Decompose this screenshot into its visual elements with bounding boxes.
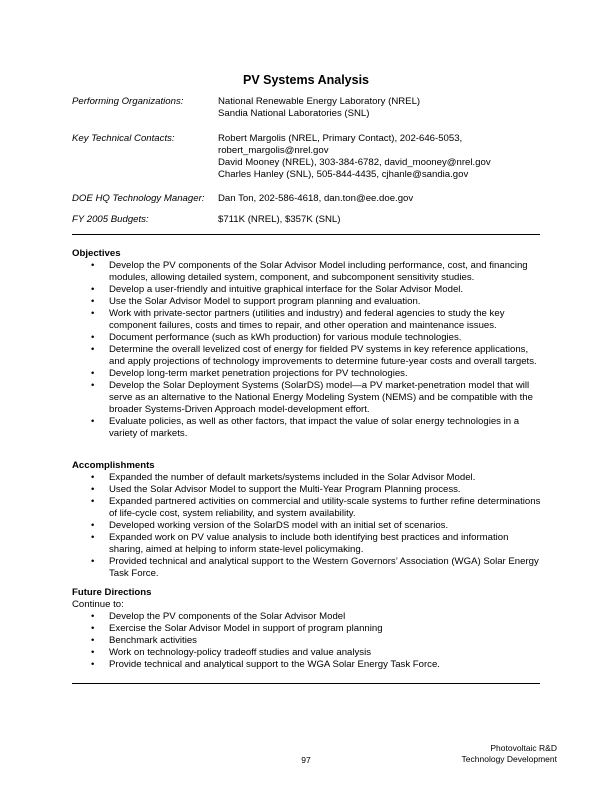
list-item-text: Develop the Solar Deployment Systems (SolarDS) model—a PV market-penetration model that will serve as an alternative to the National Energy Modeling System (NEMS) and be compatible with the broader Systems-Driven Approach model-development effort. [109,380,533,415]
bullet-icon: • [91,520,95,531]
future-intro: Continue to: [72,599,124,610]
budget: $711K (NREL), $357K (SNL) [218,214,341,225]
future-list [72,611,542,671]
section-heading: Future Directions [72,587,152,598]
list-item-text: Provide technical and analytical support to the WGA Solar Energy Task Force. [109,659,440,670]
list-item [72,611,542,623]
accomplishments-section [72,460,542,580]
performing-orgs [218,96,420,120]
contacts [218,133,491,181]
list-item [72,416,542,440]
bullet-icon: • [91,368,95,379]
list-item-text: Expanded partnered activities on commercial and utility-scale systems to further refine determinations of life-cycle cost, system reliability, and system availability. [109,496,541,519]
list-item [72,296,542,308]
list-item-text: Provided technical and analytical support to the Western Governors’ Association (WGA) Solar Energy Task Force. [109,556,539,579]
bullet-icon: • [91,635,95,646]
list-item [72,332,542,344]
list-item-text: Develop long-term market penetration projections for PV technologies. [109,368,408,379]
bullet-icon: • [91,380,95,391]
list-item-text: Evaluate policies, as well as other factors, that impact the value of solar energy technologies in a variety of markets. [109,416,520,439]
list-item-text: Used the Solar Advisor Model to support the Multi-Year Program Planning process. [109,484,461,495]
list-item [72,635,542,647]
section-heading: Accomplishments [72,460,155,471]
list-item-text: Determine the overall levelized cost of energy for fielded PV systems in key reference applications, and apply projections of technology improvements to determine future-year costs and overall targets. [109,344,537,367]
list-item [72,623,542,635]
list-item [72,260,542,284]
contact-line: Robert Margolis (NREL, Primary Contact), 202-646-5053, [218,133,463,144]
list-item [72,284,542,296]
list-item [72,556,542,580]
page-title: PV Systems Analysis [243,73,369,87]
page-number: 97 [301,755,311,765]
bullet-icon: • [91,332,95,343]
org: Sandia National Laboratories (SNL) [218,108,370,119]
accomplishments-list [72,472,542,580]
bullet-icon: • [91,556,95,567]
bullet-icon: • [91,284,95,295]
list-item-text: Work on technology-policy tradeoff studies and value analysis [109,647,372,658]
bullet-icon: • [91,416,95,427]
list-item [72,472,542,484]
bullet-icon: • [91,472,95,483]
bullet-icon: • [91,308,95,319]
bullet-icon: • [91,611,95,622]
list-item [72,484,542,496]
budget-label: FY 2005 Budgets: [72,214,149,225]
list-item [72,659,542,671]
list-item [72,496,542,520]
footer-line: Technology Development [461,754,557,764]
bullet-icon: • [91,344,95,355]
list-item [72,532,542,556]
future-section [72,587,542,671]
bullet-icon: • [91,296,95,307]
list-item-text: Expanded work on PV value analysis to include both identifying best practices and information sharing, aimed at helping to inform state-level policymaking. [109,532,509,555]
contact-line: Charles Hanley (SNL), 505-844-4435, cjhanle@sandia.gov [218,169,469,180]
bullet-icon: • [91,623,95,634]
objectives-section [72,248,542,440]
bullet-icon: • [91,484,95,495]
footer-line: Photovoltaic R&D [490,743,557,753]
contact-line: David Mooney (NREL), 303-384-6782, david_mooney@nrel.gov [218,157,491,168]
divider [72,234,540,235]
list-item [72,380,542,416]
footer-label [462,743,557,765]
list-item [72,520,542,532]
list-item [72,647,542,659]
list-item [72,368,542,380]
divider [72,683,540,684]
list-item-text: Developed working version of the SolarDS model with an initial set of scenarios. [109,520,449,531]
bullet-icon: • [91,532,95,543]
list-item [72,308,542,332]
list-item-text: Benchmark activities [109,635,197,646]
list-item-text: Document performance (such as kWh production) for various module technologies. [109,332,462,343]
bullet-icon: • [91,260,95,271]
manager: Dan Ton, 202-586-4618, dan.ton@ee.doe.gov [218,193,414,204]
manager-label: DOE HQ Technology Manager: [72,193,205,204]
list-item-text: Develop the PV components of the Solar Advisor Model [109,611,346,622]
list-item-text: Work with private-sector partners (utilities and industry) and federal agencies to study the key component failures, costs and times to repair, and other operation and maintenance issues. [109,308,505,331]
list-item-text: Exercise the Solar Advisor Model in support of program planning [109,623,383,634]
org: National Renewable Energy Laboratory (NREL) [218,96,421,107]
section-heading: Objectives [72,248,121,259]
objectives-list [72,260,542,440]
list-item-text: Expanded the number of default markets/systems included in the Solar Advisor Model. [109,472,476,483]
bullet-icon: • [91,659,95,670]
bullet-icon: • [91,647,95,658]
list-item-text: Develop the PV components of the Solar Advisor Model including performance, cost, and financing modules, allowing detailed system, component, and subcomponent sensitivity studies. [109,260,528,283]
list-item-text: Develop a user-friendly and intuitive graphical interface for the Solar Advisor Model. [109,284,464,295]
performing-label: Performing Organizations: [72,96,184,107]
list-item [72,344,542,368]
contacts-label: Key Technical Contacts: [72,133,175,144]
bullet-icon: • [91,496,95,507]
list-item-text: Use the Solar Advisor Model to support program planning and evaluation. [109,296,421,307]
contact-line: robert_margolis@nrel.gov [218,145,329,156]
